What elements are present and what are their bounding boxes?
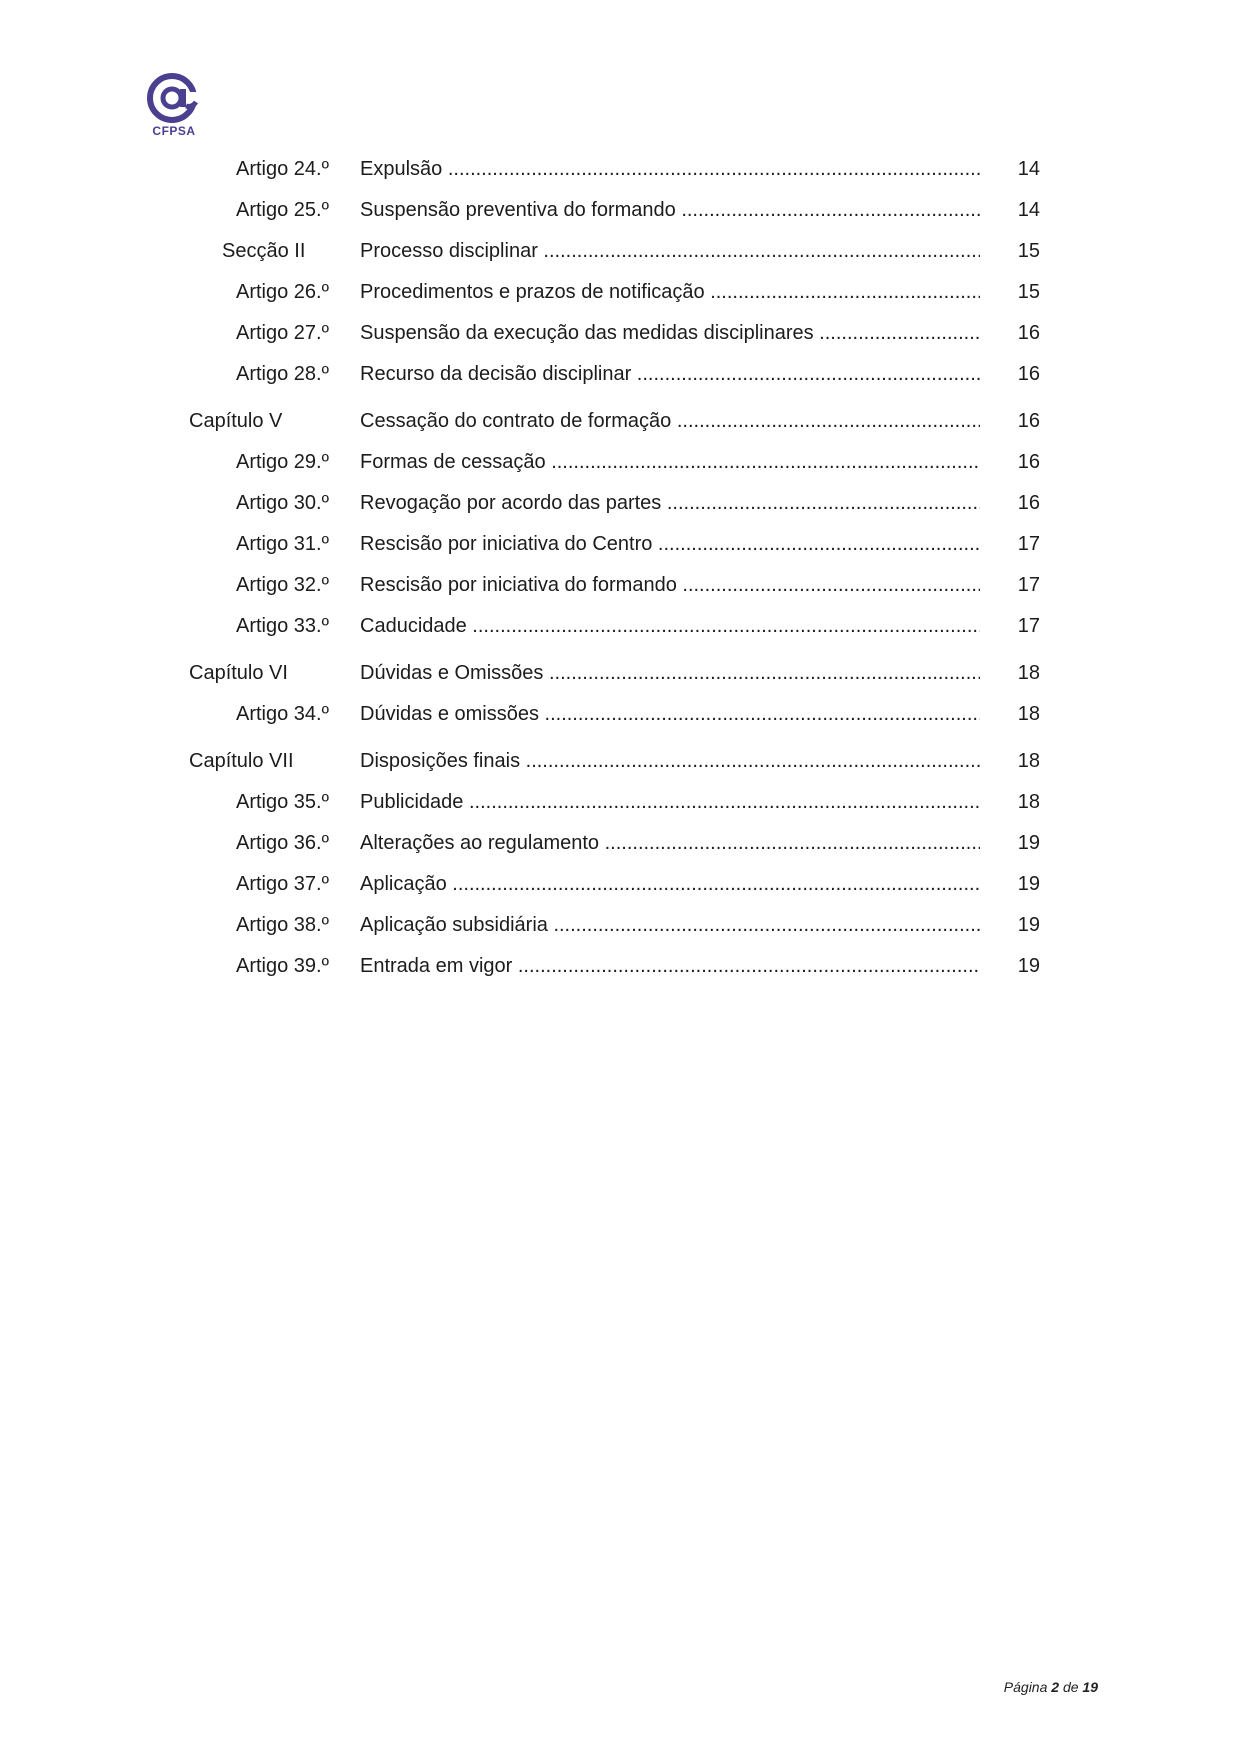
toc-entry-title[interactable]: Publicidade ..... xyxy=(360,791,980,814)
toc-entry-page-number: 19 xyxy=(1017,832,1040,854)
toc-entry-label: Artigo 37.º xyxy=(236,873,329,895)
toc-entry-page-number: 18 xyxy=(1017,791,1040,813)
toc-entry-page-number: 16 xyxy=(1017,410,1040,432)
toc-entry[interactable] xyxy=(0,742,1240,783)
toc-entry-title[interactable]: Dúvidas e omissões ..... xyxy=(360,703,980,726)
toc-entry-title[interactable]: Revogação por acordo das partes ..... xyxy=(360,492,980,515)
toc-entry-title[interactable]: Disposições finais ..... xyxy=(360,750,980,773)
toc-entry-title[interactable]: Dúvidas e Omissões ..... xyxy=(360,662,980,685)
toc-entry-title[interactable]: Suspensão preventiva do formando ..... xyxy=(360,199,980,222)
toc-entry-page-number: 19 xyxy=(1017,873,1040,895)
toc-entry-label: Artigo 28.º xyxy=(236,363,329,385)
toc-entry-label: Artigo 30.º xyxy=(236,492,329,514)
footer-current-page: 2 xyxy=(1051,1679,1060,1695)
toc-entry-page-number: 16 xyxy=(1017,363,1040,385)
toc-entry[interactable] xyxy=(0,783,1240,824)
toc-entry[interactable] xyxy=(0,566,1240,607)
toc-entry-title[interactable]: Procedimentos e prazos de notificação ..... xyxy=(360,281,980,304)
toc-entry-page-number: 17 xyxy=(1017,574,1040,596)
toc-entry[interactable] xyxy=(0,484,1240,525)
toc-entry-label: Capítulo VII xyxy=(189,750,294,772)
toc-entry[interactable] xyxy=(0,607,1240,648)
toc-entry[interactable] xyxy=(0,824,1240,865)
toc-entry-title[interactable]: Aplicação ..... xyxy=(360,873,980,896)
toc-entry-page-number: 18 xyxy=(1017,662,1040,684)
toc-entry-label: Capítulo V xyxy=(189,410,283,432)
toc-entry-title[interactable]: Rescisão por iniciativa do formando ..... xyxy=(360,574,980,597)
toc-entry[interactable] xyxy=(0,906,1240,947)
toc-entry-label: Artigo 25.º xyxy=(236,199,329,221)
toc-entry-label: Artigo 34.º xyxy=(236,703,329,725)
table-of-contents xyxy=(0,150,1240,988)
toc-entry-title[interactable]: Expulsão ..... xyxy=(360,158,980,181)
toc-entry-label: Artigo 24.º xyxy=(236,158,329,180)
toc-entry-page-number: 14 xyxy=(1017,199,1040,221)
toc-entry[interactable] xyxy=(0,865,1240,906)
toc-entry[interactable] xyxy=(0,443,1240,484)
toc-entry-label: Artigo 31.º xyxy=(236,533,329,555)
toc-entry-label: Artigo 29.º xyxy=(236,451,329,473)
toc-entry-label: Artigo 36.º xyxy=(236,832,329,854)
toc-entry[interactable] xyxy=(0,314,1240,355)
toc-entry[interactable] xyxy=(0,232,1240,273)
page-footer xyxy=(1004,1679,1098,1695)
toc-entry-page-number: 15 xyxy=(1017,240,1040,262)
toc-entry-label: Artigo 32.º xyxy=(236,574,329,596)
toc-entry-page-number: 17 xyxy=(1017,533,1040,555)
toc-entry-page-number: 17 xyxy=(1017,615,1040,637)
toc-entry-page-number: 16 xyxy=(1017,451,1040,473)
toc-entry-page-number: 15 xyxy=(1017,281,1040,303)
toc-entry-title[interactable]: Recurso da decisão disciplinar ..... xyxy=(360,363,980,386)
toc-entry-title[interactable]: Caducidade ..... xyxy=(360,615,980,638)
toc-entry-page-number: 18 xyxy=(1017,750,1040,772)
toc-entry[interactable] xyxy=(0,355,1240,396)
toc-entry[interactable] xyxy=(0,273,1240,314)
footer-total-pages: 19 xyxy=(1082,1679,1098,1695)
toc-entry-title[interactable]: Cessação do contrato de formação ..... xyxy=(360,410,980,433)
toc-entry-page-number: 16 xyxy=(1017,322,1040,344)
toc-entry-title[interactable]: Formas de cessação ..... xyxy=(360,451,980,474)
toc-entry[interactable] xyxy=(0,525,1240,566)
toc-entry-page-number: 19 xyxy=(1017,955,1040,977)
toc-entry-label: Artigo 39.º xyxy=(236,955,329,977)
toc-entry[interactable] xyxy=(0,654,1240,695)
toc-entry-label: Capítulo VI xyxy=(189,662,288,684)
toc-entry-label: Artigo 27.º xyxy=(236,322,329,344)
toc-entry-title[interactable]: Aplicação subsidiária ..... xyxy=(360,914,980,937)
toc-entry-title[interactable]: Alterações ao regulamento ..... xyxy=(360,832,980,855)
toc-entry-page-number: 19 xyxy=(1017,914,1040,936)
toc-entry[interactable] xyxy=(0,191,1240,232)
toc-entry-label: Artigo 33.º xyxy=(236,615,329,637)
toc-entry[interactable] xyxy=(0,947,1240,988)
toc-entry-label: Secção II xyxy=(222,240,306,262)
logo-text: CFPSA xyxy=(152,124,196,138)
toc-entry-title[interactable]: Rescisão por iniciativa do Centro ..... xyxy=(360,533,980,556)
toc-entry[interactable] xyxy=(0,695,1240,736)
toc-entry[interactable] xyxy=(0,402,1240,443)
cfpsa-logo xyxy=(144,72,204,144)
toc-entry-page-number: 18 xyxy=(1017,703,1040,725)
toc-entry-page-number: 14 xyxy=(1017,158,1040,180)
toc-entry-label: Artigo 38.º xyxy=(236,914,329,936)
toc-entry[interactable] xyxy=(0,150,1240,191)
footer-separator: de xyxy=(1062,1679,1079,1695)
footer-prefix: Página xyxy=(1003,1679,1048,1695)
toc-entry-label: Artigo 26.º xyxy=(236,281,329,303)
toc-entry-title[interactable]: Processo disciplinar ..... xyxy=(360,240,980,263)
toc-entry-title[interactable]: Suspensão da execução das medidas disciplinares ..... xyxy=(360,322,980,345)
toc-entry-label: Artigo 35.º xyxy=(236,791,329,813)
toc-entry-page-number: 16 xyxy=(1017,492,1040,514)
at-sign-logo-icon xyxy=(144,72,204,124)
toc-entry-title[interactable]: Entrada em vigor ..... xyxy=(360,955,980,978)
